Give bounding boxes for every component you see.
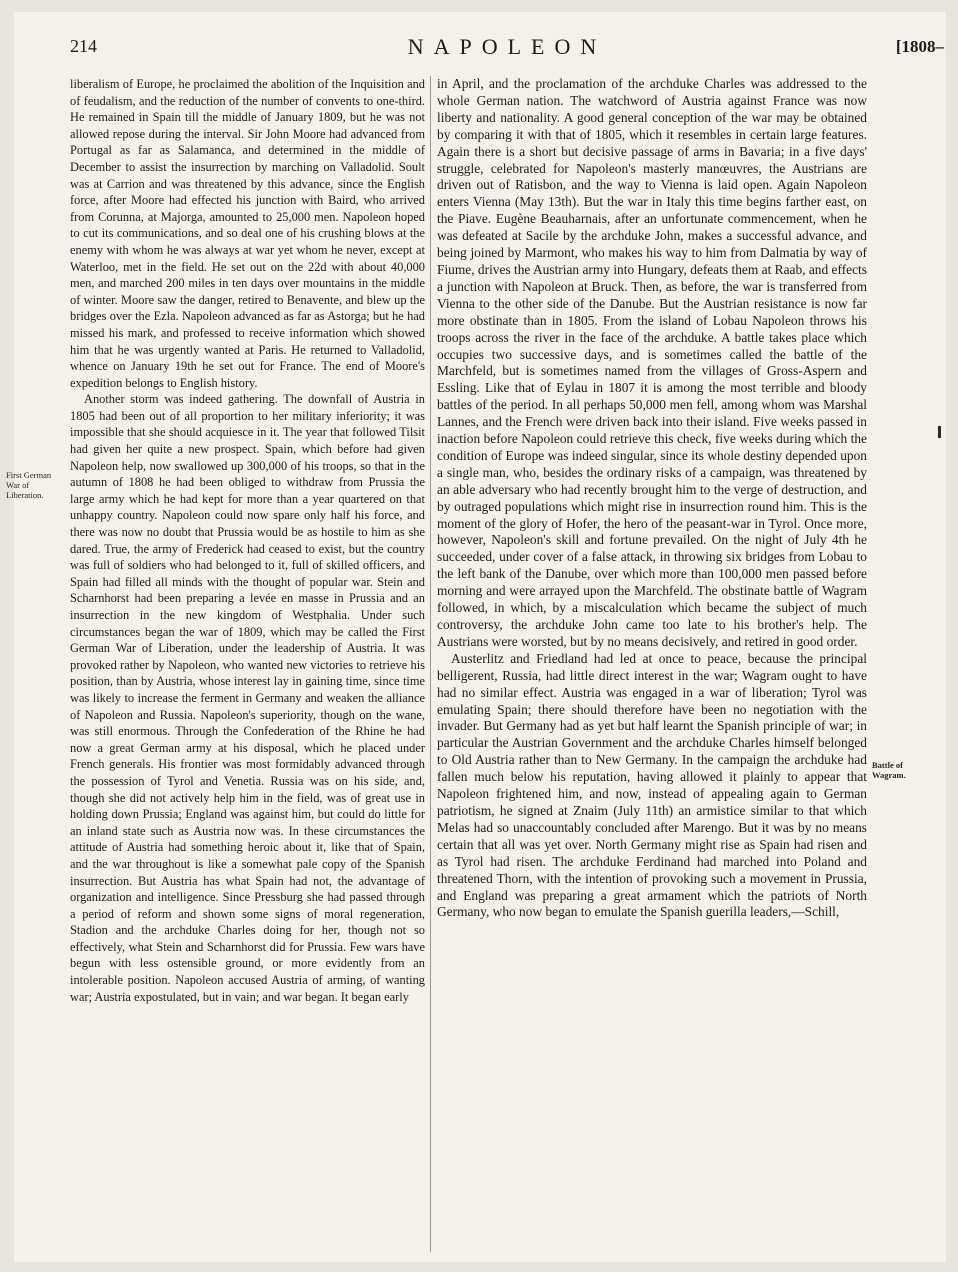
paragraph: Another storm was indeed gathering. The downfall of Austria in 1805 had been out of all proportion to her military inferiority; it was impossible that she should acquiesce in it. The year that followed Tilsit had given her quite a new prospect. Spain, which before had given Napoleon help, now swallowed up 300,000 of his troops, so that in the autumn of 1808 he had been obliged to withdraw from Prussia the large army which he had kept for more than a year quartered on that unhappy country. Napoleon could now spare only half his force, and there was now no doubt that Prussia would be as hostile to him as she dared. True, the army of Frederick had ceased to exist, but the country was full of soldiers who had belonged to it, full of skilled officers, and Spain had filled all minds with the thought of popular war. Stein and Scharnhorst had been preparing a levée en masse in Prussia and an insurrection in the new kingdom of Westphalia. Under such circumstances began the war of 1809, which may be called the First German War of Liberation, under the leadership of Austria. It was provoked rather by Napoleon, who wanted new victories to retrieve his position, than by Austria, whose interest lay in gaining time, since time was likely to increase the ferment in Germany and weaken the alliance of Napoleon and Russia. Napoleon's superiority, though on the wane, was still enormous. Through the Confederation of the Rhine he had now a great German army at his disposal, which he placed under French generals. His frontier was most formidably advanced through the possession of Tyrol and Venetia. Russia was on his side, and, though she did not actively help him in the field, was of great use in holding down Prussia; England was against him, but could do little for an inland state such as Austria now was. In these circumstances the attitude of Austria had something heroic about it, like that of Spain, and the war throughout is like a somewhat pale copy of the Spanish insurrection. But Austria has what Spain had not, the advantage of organization and intelligence. Since Pressburg she had passed through a period of reform and shown some signs of moral regeneration, Stadion and the archduke Charles doing for her, though not so effectively, what Stein and Scharnhorst did for Prussia. Few wars have begun with less ostensible ground, or more evidently from an intolerable position. Napoleon accused Austria of arming, of wanting war; Austria expostulated, but in vain; and war began. It began early (70, 392, 425, 1004)
page-header (70, 34, 944, 64)
year-range: [1808– (895, 37, 944, 56)
paragraph: liberalism of Europe, he proclaimed the abolition of the Inquisition and of feudalism, and the reduction of the number of convents to one-third. He remained in Spain till the middle of January 1809, but he was not allowed repose during the interval. Sir John Moore had advanced from Portugal as far as Salamanca, and determined in the middle of December to assist the insurrection by marching on Valladolid. Soult was at Carrion and was threatened by this advance, since the English force, after Moore had effected his junction with Baird, who arrived from Corunna, at Majorga, amounted to 25,000 men. Napoleon hoped to cut its communications, and so deal one of his crushing blows at the enemy with whom he was always at war yet whom he never, except at Waterloo, met in the field. He set out on the 22d with about 40,000 men, and marched 200 miles in ten days over mountains in the middle of winter. Moore saw the danger, retired to Benavente, and blew up the bridges over the Ezla. Napoleon advanced as far as Astorga; but he had missed his mark, and professed to receive information which showed him that he was urgently wanted at Paris. He returned to Valladolid, whence on January 19th he set out for France. The end of Moore's expedition belongs to English history. (70, 77, 425, 390)
margin-note-battle-of-wagram: Battle of Wagram. (872, 760, 906, 780)
right-text-column (437, 76, 867, 1272)
margin-note-first-german-war: First German War of Liberation. (6, 470, 52, 500)
page-edge-mark (938, 426, 941, 438)
paragraph: Austerlitz and Friedland had led at once to peace, because the principal belligerent, Russia, had little direct interest in the war; Wagram ought to have had no similar effect. Austria was engaged in a war of liberation; Tyrol was emulating Spain; there should therefore have been no negotiation with the invader. But Germany had as yet but half learnt the Spanish principle of war; in particular the Austrian Government and the archduke Charles himself belonged to Old Austria rather than to New Germany. In the campaign the archduke had fallen much below his reputation, having allowed it plainly to appear that Napoleon frightened him, and now, instead of appealing again to German patriotism, he signed at Znaim (July 11th) an armistice similar to that which Melas had so unaccountably concluded after Marengo. But it was by no means certain that all was yet over. North Germany might rise as Spain had risen and as Tyrol had risen. The archduke Ferdinand had marched into Poland and threatened Thorn, with the intention of provoking such a movement in Prussia, and England was preparing a great armament which the patriots of North Germany, who now began to emulate the Spanish guerilla leaders,—Schill, (437, 650, 867, 920)
column-divider (430, 76, 431, 1252)
running-title: NAPOLEON (407, 34, 607, 59)
page-number: 214 (70, 36, 97, 56)
paragraph: in April, and the proclamation of the archduke Charles was addressed to the whole German nation. The watchword of Austria against France was now liberty and nationality. A good general conception of the war may be obtained by comparing it with that of 1805, which it resembles in certain large features. Again there is a short but decisive passage of arms in Bavaria; in a five days' struggle, celebrated for Napoleon's masterly manœuvres, the Austrians are driven out of Ratisbon, and the way to Vienna is laid open. Again Napoleon enters Vienna (May 13th). But the war in Italy this time begins farther east, on the Piave. Eugène Beauharnais, after an unfortunate commencement, when he was defeated at Sacile by the archduke John, makes a successful advance, and being joined by Marmont, who makes his way to him from Dalmatia by way of Fiume, drives the Austrian army into Hungary, defeats them at Raab, and effects a junction with Napoleon at Bruck. Then, as before, the war is transferred from Vienna to the other side of the Danube. But the Austrian resistance is now far more obstinate than in 1805. From the island of Lobau Napoleon throws his troops across the river in the face of the archduke. A battle takes place which occupies two successive days, and is sometimes called the battle of the Marchfeld, but is sometimes named from the villages of Gross-Aspern and Essling. Like that of Eylau in 1807 it is among the most terrible and bloody battles of the period. In all perhaps 50,000 men fell, among whom was Marshal Lannes, and the French were driven back into their island. Five weeks passed in inaction before Napoleon could retrieve this check, five weeks during which the condition of Europe was indeed singular, since its whole destiny depended upon a single man, who, besides the ordinary risks of a campaign, was threatened by an able adversary who had recently brought him to the verge of destruction, and by outraged populations which might rise in insurrection round him. This is the moment of the glory of Hofer, the hero of the peasant-war in Tyrol. Once more, however, Napoleon's skill and fortune prevailed. On the night of July 4th he succeeded, under cover of a false attack, in throwing six bridges from Lobau to the left bank of the Danube, over which more than 100,000 men passed before morning and were arrayed upon the Marchfeld. The obstinate battle of Wagram followed, in which, by a miscalculation which became the subject of much controversy, the archduke John came too late to his brother's help. The Austrians were worsted, but by no means decisively, and retired in good order. (437, 76, 867, 649)
left-text-column (70, 76, 425, 1272)
